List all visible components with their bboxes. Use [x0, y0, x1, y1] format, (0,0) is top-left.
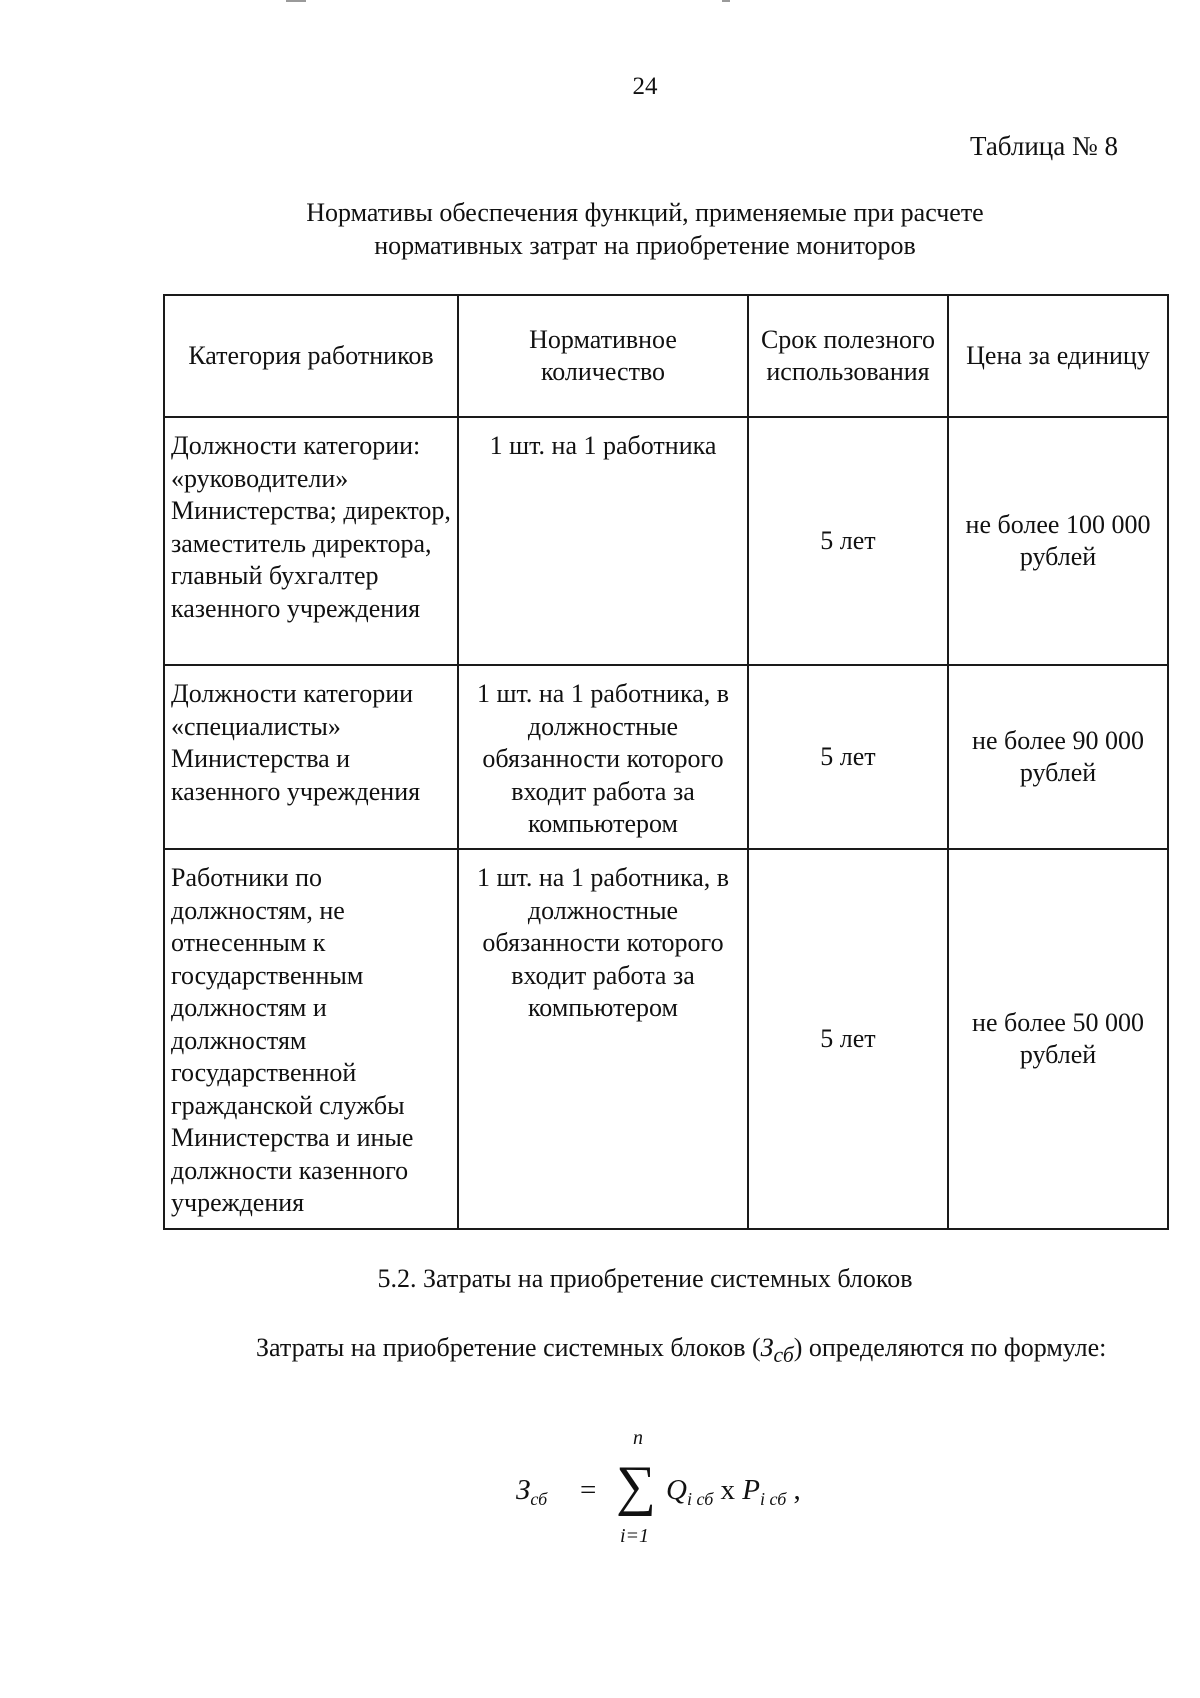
sum-upper-limit: n — [633, 1427, 643, 1449]
table-row — [164, 849, 1168, 1229]
formula-rhs — [666, 1472, 801, 1517]
table-title-line: нормативных затрат на приобретение мониторов — [374, 231, 916, 260]
formula-intro-paragraph — [172, 1331, 1124, 1372]
term-cell: 5 лет — [748, 665, 948, 849]
column-header-term: Срок полезного использования — [748, 295, 948, 417]
scan-artifact — [286, 0, 306, 2]
page-number: 24 — [632, 73, 658, 100]
cost-symbol — [760, 1333, 794, 1368]
formula-lhs — [516, 1472, 547, 1517]
term-cell: 5 лет — [748, 849, 948, 1229]
price-cell: не более 50 000 рублей — [948, 849, 1168, 1229]
column-header-category: Категория работников — [164, 295, 458, 417]
formula-p-subscript: i сб — [759, 1489, 787, 1509]
sum-sign: ∑ — [616, 1455, 656, 1517]
table-title — [0, 196, 1200, 262]
table-row — [164, 417, 1168, 665]
norms-table — [163, 294, 1169, 1230]
scan-artifact — [722, 0, 730, 2]
formula-q-subscript: i сб — [686, 1489, 714, 1509]
quantity-cell: 1 шт. на 1 работника — [458, 417, 748, 665]
price-cell: не более 100 000 рублей — [948, 417, 1168, 665]
category-cell: Должности категории «специалисты» Министерства и казенного учреждения — [164, 665, 458, 849]
formula-equals: = — [580, 1474, 597, 1506]
cost-symbol-subscript: сб — [773, 1343, 794, 1368]
formula-p: P — [742, 1474, 760, 1506]
formula-trailing: , — [786, 1474, 801, 1506]
formula-times: x — [713, 1474, 743, 1506]
column-header-quantity: Нормативное количество — [458, 295, 748, 417]
formula-q: Q — [666, 1474, 687, 1506]
cost-symbol-letter: З — [760, 1333, 774, 1362]
quantity-cell: 1 шт. на 1 работника, в должностные обязанности которого входит работа за компьютером — [458, 665, 748, 849]
paragraph-text: Затраты на приобретение системных блоков ( — [256, 1333, 761, 1362]
price-cell: не более 90 000 рублей — [948, 665, 1168, 849]
paragraph-text: ) определяются по формуле: — [793, 1333, 1107, 1362]
table-header-row — [164, 295, 1168, 417]
sum-lower-limit: i=1 — [620, 1525, 650, 1547]
quantity-cell: 1 шт. на 1 работника, в должностные обязанности которого входит работа за компьютером — [458, 849, 748, 1229]
table-label: Таблица № 8 — [970, 131, 1118, 161]
term-cell: 5 лет — [748, 417, 948, 665]
column-header-price: Цена за единицу — [948, 295, 1168, 417]
table-row — [164, 665, 1168, 849]
table-title-line: Нормативы обеспечения функций, применяемые при расчете — [306, 198, 984, 227]
formula-lhs-subscript: сб — [530, 1489, 548, 1509]
category-cell: Работники по должностям, не отнесенным к государственным должностям и должностям государственной гражданской службы Министерства и иные должности казенного учреждения — [164, 849, 458, 1229]
section-heading: 5.2. Затраты на приобретение системных блоков — [377, 1264, 913, 1293]
formula-lhs-letter: З — [516, 1474, 531, 1506]
category-cell: Должности категории: «руководители» Министерства; директор, заместитель директора, главный бухгалтер казенного учреждения — [164, 417, 458, 665]
